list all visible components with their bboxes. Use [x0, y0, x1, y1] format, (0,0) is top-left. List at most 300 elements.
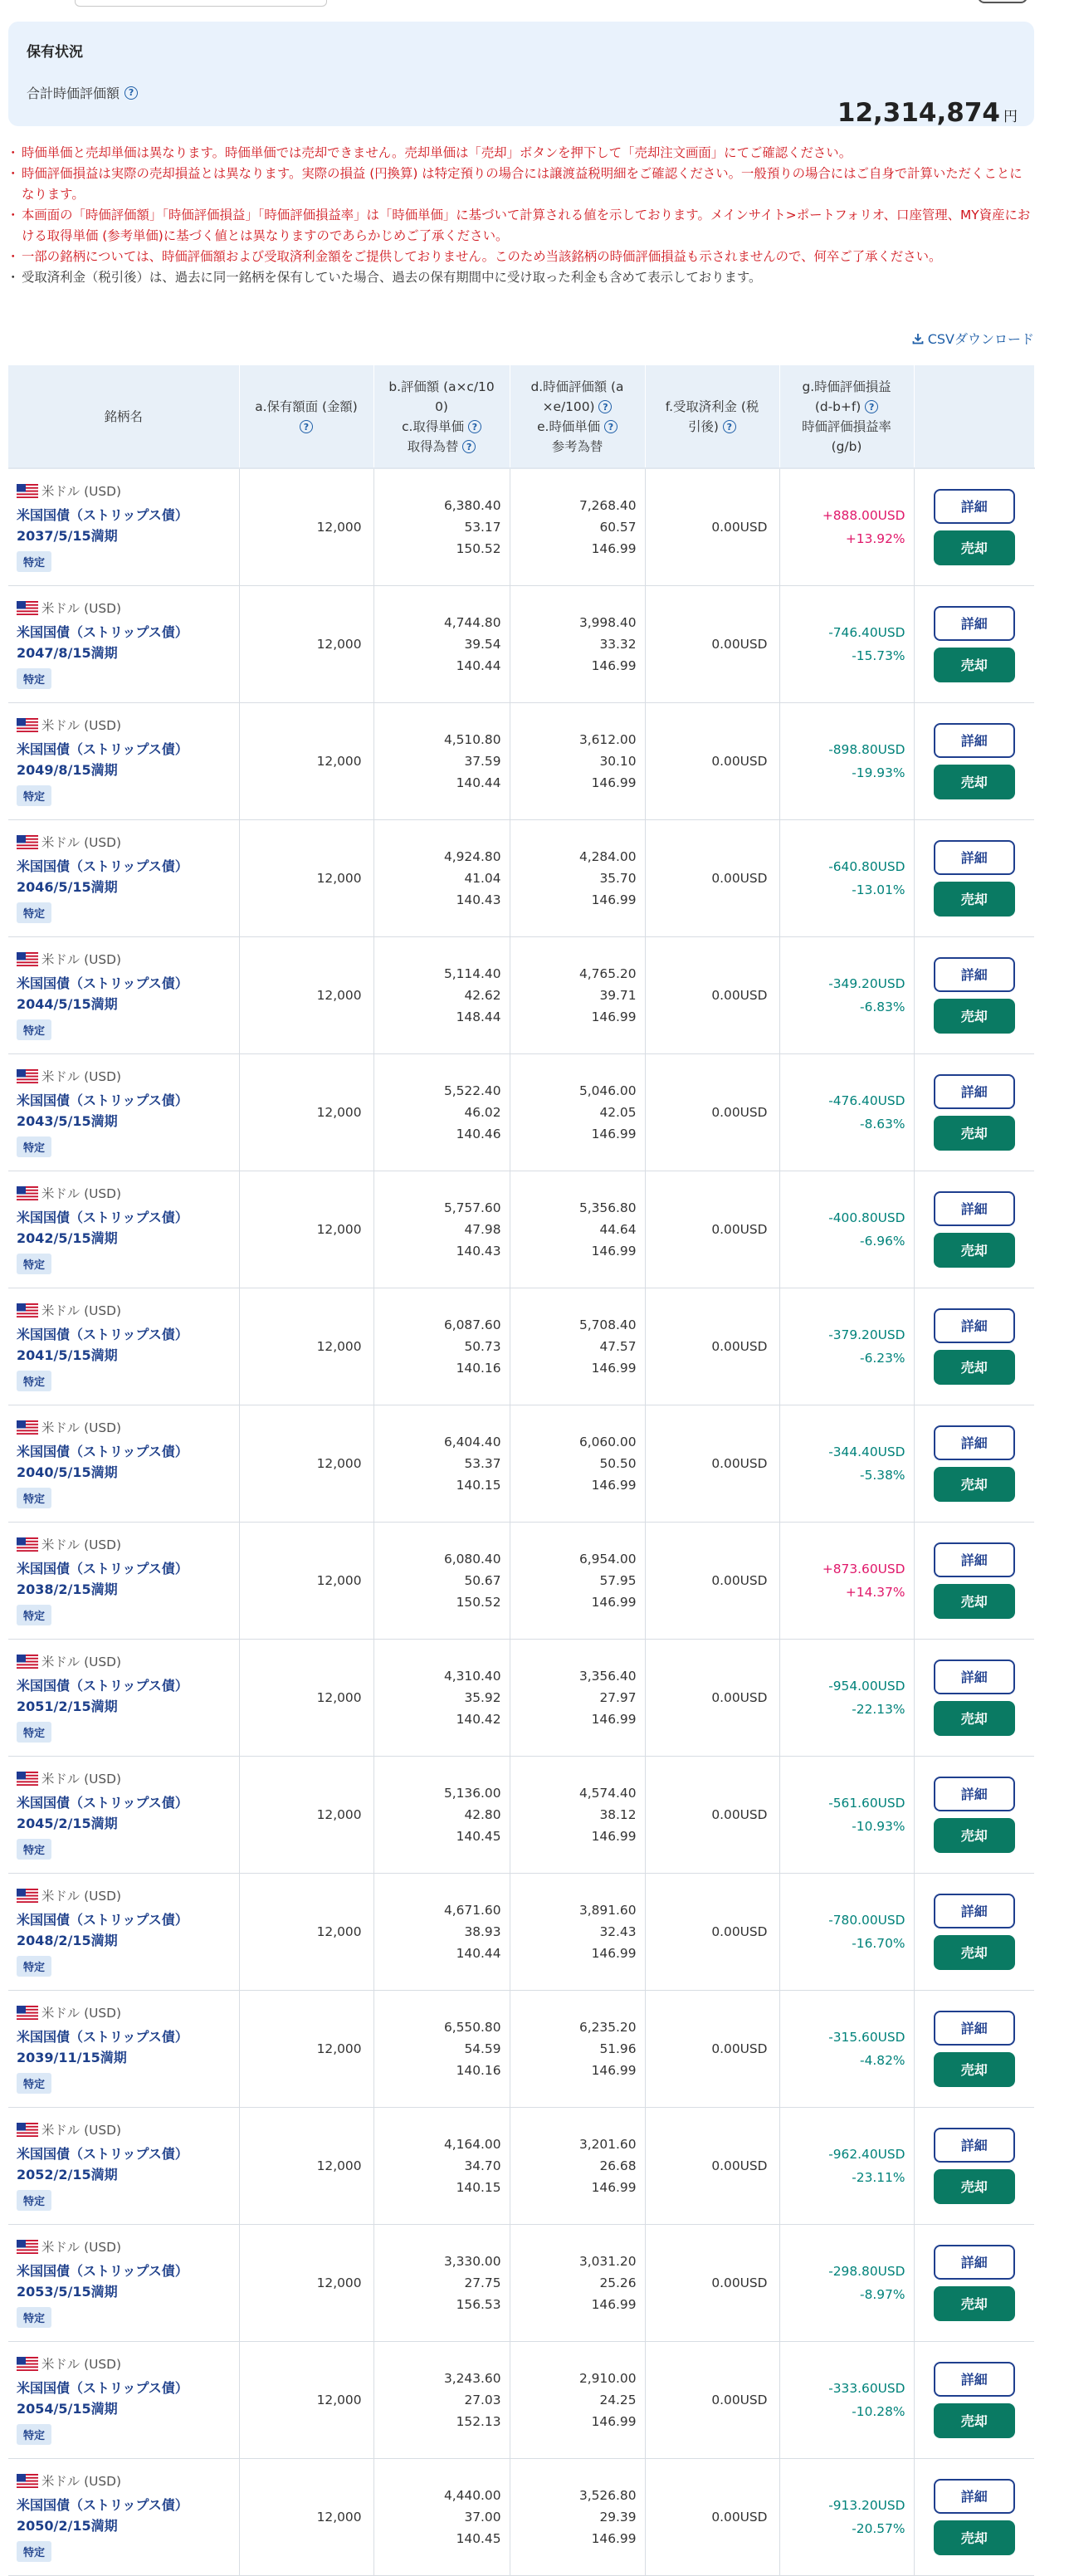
account-type-badge: 特定	[17, 551, 51, 572]
currency-label: 米ドル (USD)	[41, 2474, 121, 2489]
table-row	[8, 1053, 1034, 1171]
valuation-cell	[373, 819, 510, 936]
table-row	[8, 819, 1034, 936]
bond-maturity: 2039/11/15満期	[17, 2050, 127, 2065]
bond-maturity: 2049/8/15満期	[17, 762, 118, 778]
actions-cell	[914, 819, 1034, 936]
reference-fx: 146.99	[591, 2530, 637, 2546]
bond-name[interactable]	[17, 1441, 239, 1483]
sell-button[interactable]: 売却	[934, 765, 1015, 799]
market-price: 44.64	[599, 1221, 637, 1237]
face-value: 12,000	[316, 1338, 362, 1354]
interest-received: 0.00USD	[711, 1806, 768, 1822]
acquisition-price: 41.04	[464, 870, 501, 886]
actions-cell	[914, 1053, 1034, 1171]
acquisition-fx: 150.52	[456, 540, 501, 556]
bond-name[interactable]	[17, 1558, 239, 1600]
valuation-value: 5,114.40	[443, 965, 501, 981]
reference-fx: 146.99	[591, 657, 637, 673]
sell-button[interactable]: 売却	[934, 1467, 1015, 1502]
gain-loss-value: -640.80USD	[828, 858, 905, 874]
detail-button[interactable]: 詳細	[934, 1659, 1015, 1694]
market-value: 4,284.00	[578, 848, 637, 864]
actions-cell	[914, 1873, 1034, 1990]
sell-button[interactable]: 売却	[934, 2403, 1015, 2438]
sell-button[interactable]: 売却	[934, 1584, 1015, 1619]
interest-received: 0.00USD	[711, 1572, 768, 1588]
currency-label: 米ドル (USD)	[41, 1186, 121, 1201]
table-row	[8, 585, 1034, 702]
gain-loss-rate: -10.28%	[852, 2403, 905, 2419]
header-g-line4: (g/b)	[831, 438, 862, 454]
bond-name-text: 米国国債（ストリップス債）	[17, 507, 188, 524]
detail-button[interactable]: 詳細	[934, 2245, 1015, 2280]
market-value-cell	[510, 936, 645, 1053]
market-value-cell	[510, 2107, 645, 2224]
bond-name-text: 米国国債（ストリップス債）	[17, 2146, 188, 2162]
table-row	[8, 2224, 1034, 2341]
detail-button[interactable]: 詳細	[934, 2479, 1015, 2514]
gain-loss-rate: -6.23%	[860, 1350, 905, 1366]
header-c-line2	[374, 437, 510, 457]
account-type-badge: 特定	[17, 1488, 51, 1508]
bond-name-text: 米国国債（ストリップス債）	[17, 2497, 188, 2513]
header-b-line1: b.評価額 (a×c/10	[388, 379, 495, 394]
face-value: 12,000	[316, 1221, 362, 1237]
interest-cell	[645, 1522, 779, 1639]
valuation-value: 5,136.00	[443, 1785, 501, 1801]
us-flag-icon	[17, 1537, 38, 1552]
bond-name[interactable]	[17, 856, 239, 897]
market-price: 29.39	[599, 2509, 637, 2525]
bond-name[interactable]	[17, 1792, 239, 1834]
interest-received: 0.00USD	[711, 1689, 768, 1705]
face-value: 12,000	[316, 2275, 362, 2290]
market-value-cell	[510, 1288, 645, 1405]
bond-name-text: 米国国債（ストリップス債）	[17, 2263, 188, 2279]
bond-name-text: 米国国債（ストリップス債）	[17, 858, 188, 874]
face-value-cell	[239, 1756, 373, 1873]
bond-name-cell	[8, 585, 239, 702]
detail-button[interactable]: 詳細	[934, 1074, 1015, 1109]
sell-button[interactable]: 売却	[934, 1350, 1015, 1385]
gain-loss-cell	[779, 585, 914, 702]
header-g-line2	[780, 397, 914, 417]
account-type-badge: 特定	[17, 1722, 51, 1743]
gain-loss-rate: -5.38%	[860, 1467, 905, 1483]
total-value-unit: 円	[1003, 109, 1018, 125]
currency	[17, 1301, 239, 1319]
market-value: 3,356.40	[578, 1668, 637, 1684]
gain-loss-rate: -6.96%	[860, 1233, 905, 1249]
face-value-cell	[239, 2458, 373, 2575]
us-flag-icon	[17, 1069, 38, 1083]
holdings-table	[8, 365, 1035, 2576]
currency	[17, 1067, 239, 1085]
gain-loss-cell	[779, 1639, 914, 1756]
currency	[17, 2354, 239, 2373]
face-value-cell	[239, 1288, 373, 1405]
face-value-cell	[239, 2224, 373, 2341]
currency	[17, 950, 239, 968]
detail-button[interactable]: 詳細	[934, 2011, 1015, 2046]
reference-fx: 146.99	[591, 1594, 637, 1610]
interest-cell	[645, 2224, 779, 2341]
header-f-line2	[646, 417, 779, 437]
acquisition-price: 27.03	[464, 2392, 501, 2407]
account-type-badge: 特定	[17, 785, 51, 806]
market-value: 3,891.60	[578, 1902, 637, 1918]
us-flag-icon	[17, 1772, 38, 1786]
bond-name[interactable]	[17, 622, 239, 663]
sell-button[interactable]: 売却	[934, 2520, 1015, 2555]
detail-button[interactable]: 詳細	[934, 957, 1015, 992]
reference-fx: 146.99	[591, 1243, 637, 1259]
holdings-table-body	[8, 468, 1034, 2575]
help-icon[interactable]: ?	[604, 420, 617, 433]
gain-loss-rate: -19.93%	[852, 765, 905, 780]
bond-name-text: 米国国債（ストリップス債）	[17, 1210, 188, 1225]
interest-cell	[645, 1639, 779, 1756]
csv-download-label: CSVダウンロード	[927, 331, 1034, 347]
valuation-cell	[373, 2341, 510, 2458]
currency-label: 米ドル (USD)	[41, 1772, 121, 1787]
sell-button[interactable]: 売却	[934, 530, 1015, 565]
help-icon[interactable]: ?	[124, 86, 138, 100]
face-value: 12,000	[316, 753, 362, 769]
detail-button[interactable]: 詳細	[934, 1777, 1015, 1811]
market-value-cell	[510, 702, 645, 819]
total-value-amount: 12,314,874	[837, 98, 1000, 128]
reference-fx: 146.99	[591, 1711, 637, 1727]
us-flag-icon	[17, 1186, 38, 1200]
market-value-cell	[510, 1405, 645, 1522]
help-icon[interactable]: ?	[865, 400, 878, 413]
actions-cell	[914, 1288, 1034, 1405]
market-value: 2,910.00	[578, 2370, 637, 2386]
acquisition-fx: 148.44	[456, 1009, 501, 1024]
holdings-summary	[8, 22, 1034, 126]
face-value-cell	[239, 468, 373, 585]
total-value-label-text: 合計時価評価額	[27, 86, 120, 101]
gain-loss-rate: -23.11%	[852, 2169, 905, 2185]
currency-label: 米ドル (USD)	[41, 484, 121, 500]
us-flag-icon	[17, 2006, 38, 2020]
bond-maturity: 2037/5/15満期	[17, 528, 118, 545]
header-b-line2: 0)	[435, 398, 448, 414]
reference-fx: 146.99	[591, 1360, 637, 1376]
interest-cell	[645, 819, 779, 936]
table-row	[8, 1288, 1034, 1405]
account-type-badge: 特定	[17, 1605, 51, 1625]
header-g-line1: g.時価評価損益	[802, 379, 891, 394]
actions-cell	[914, 1639, 1034, 1756]
acquisition-price: 53.37	[464, 1455, 501, 1471]
actions-cell	[914, 585, 1034, 702]
header-name-label: 銘柄名	[104, 408, 143, 424]
us-flag-icon	[17, 1303, 38, 1317]
acquisition-fx: 140.44	[456, 1945, 501, 1961]
bond-name-cell	[8, 1053, 239, 1171]
acquisition-price: 37.00	[464, 2509, 501, 2525]
market-value: 6,954.00	[578, 1551, 637, 1567]
face-value-cell	[239, 1639, 373, 1756]
account-type-badge: 特定	[17, 2307, 51, 2328]
valuation-cell	[373, 1288, 510, 1405]
gain-loss-cell	[779, 936, 914, 1053]
sell-button[interactable]: 売却	[934, 2052, 1015, 2087]
acquisition-fx: 140.45	[456, 1828, 501, 1844]
valuation-value: 4,164.00	[443, 2136, 501, 2152]
acquisition-fx: 152.13	[456, 2413, 501, 2429]
sell-button[interactable]: 売却	[934, 2169, 1015, 2204]
sell-button[interactable]: 売却	[934, 882, 1015, 917]
market-value-cell	[510, 1990, 645, 2107]
face-value-cell	[239, 2341, 373, 2458]
face-value: 12,000	[316, 1689, 362, 1705]
bond-name[interactable]	[17, 739, 239, 780]
us-flag-icon	[17, 952, 38, 966]
market-price: 24.25	[599, 2392, 637, 2407]
detail-button[interactable]: 詳細	[934, 1191, 1015, 1226]
bond-name[interactable]	[17, 1324, 239, 1366]
currency-label: 米ドル (USD)	[41, 718, 121, 733]
gain-loss-rate: -4.82%	[860, 2052, 905, 2068]
currency-label: 米ドル (USD)	[41, 1889, 121, 1904]
us-flag-icon	[17, 835, 38, 849]
valuation-cell	[373, 2107, 510, 2224]
gain-loss-value: -400.80USD	[828, 1210, 905, 1225]
bond-name-cell	[8, 468, 239, 585]
gain-loss-cell	[779, 2341, 914, 2458]
notice-item: ・ 本画面の「時価評価額」「時価評価損益」「時価評価損益率」は「時価単価」に基づいて計算される値を示しております。メインサイト>ポートフォリオ、口座管理、MY資産における取得単価 (参考単価)に基づく値とは異なりますのであらかじめご了承ください。	[8, 205, 1034, 247]
bond-name[interactable]	[17, 1675, 239, 1717]
acquisition-fx: 140.42	[456, 1711, 501, 1727]
bond-name-cell	[8, 1990, 239, 2107]
bond-maturity: 2038/2/15満期	[17, 1581, 118, 1597]
valuation-cell	[373, 1639, 510, 1756]
header-c-line1	[374, 417, 510, 437]
market-value-cell	[510, 2224, 645, 2341]
detail-button[interactable]: 詳細	[934, 723, 1015, 758]
gain-loss-rate: -15.73%	[852, 648, 905, 663]
sell-button[interactable]: 売却	[934, 1116, 1015, 1151]
actions-cell	[914, 1405, 1034, 1522]
currency	[17, 1535, 239, 1553]
help-icon[interactable]: ?	[300, 420, 313, 433]
bond-name-text: 米国国債（ストリップス債）	[17, 2029, 188, 2045]
actions-cell	[914, 1171, 1034, 1288]
valuation-value: 6,087.60	[443, 1317, 501, 1332]
interest-cell	[645, 1873, 779, 1990]
header-e-line2: 参考為替	[551, 438, 603, 454]
gain-loss-cell	[779, 1873, 914, 1990]
market-value: 3,526.80	[578, 2487, 637, 2503]
face-value-cell	[239, 702, 373, 819]
help-icon[interactable]: ?	[468, 420, 481, 433]
bond-name[interactable]	[17, 1909, 239, 1951]
detail-button[interactable]: 詳細	[934, 1308, 1015, 1343]
detail-button[interactable]: 詳細	[934, 489, 1015, 524]
table-row	[8, 1522, 1034, 1639]
acquisition-price: 35.92	[464, 1689, 501, 1705]
detail-button[interactable]: 詳細	[934, 2362, 1015, 2397]
actions-cell	[914, 702, 1034, 819]
bond-name[interactable]	[17, 973, 239, 1014]
actions-cell	[914, 1756, 1034, 1873]
currency	[17, 2120, 239, 2139]
gain-loss-value: -913.20USD	[828, 2497, 905, 2513]
header-face-value	[239, 365, 373, 468]
bond-name[interactable]	[17, 1090, 239, 1132]
market-value-cell	[510, 1756, 645, 1873]
market-value-cell	[510, 1053, 645, 1171]
currency	[17, 2237, 239, 2256]
market-price: 32.43	[599, 1923, 637, 1939]
csv-download-link[interactable]	[911, 329, 1034, 348]
detail-button[interactable]: 詳細	[934, 840, 1015, 875]
gain-loss-value: -298.80USD	[828, 2263, 905, 2279]
table-row	[8, 936, 1034, 1053]
detail-button[interactable]: 詳細	[934, 1542, 1015, 1577]
market-value: 5,708.40	[578, 1317, 637, 1332]
notice-item: ・ 一部の銘柄については、時価評価額および受取済利金額をご提供しておりません。このため当該銘柄の時価評価損益も示されませんので、何卒ご了承ください。	[8, 247, 1034, 267]
valuation-cell	[373, 585, 510, 702]
detail-button[interactable]: 詳細	[934, 606, 1015, 641]
bond-name[interactable]	[17, 2495, 239, 2536]
interest-cell	[645, 1288, 779, 1405]
valuation-value: 4,310.40	[443, 1668, 501, 1684]
top-button[interactable]	[978, 0, 1028, 3]
market-value: 4,765.20	[578, 965, 637, 981]
sell-button[interactable]: 売却	[934, 2286, 1015, 2321]
top-select-input[interactable]	[75, 0, 327, 7]
valuation-cell	[373, 702, 510, 819]
acquisition-fx: 140.43	[456, 892, 501, 907]
table-row	[8, 1405, 1034, 1522]
bond-name[interactable]	[17, 2026, 239, 2068]
bond-maturity: 2053/5/15満期	[17, 2284, 118, 2300]
us-flag-icon	[17, 2474, 38, 2488]
bond-name-text: 米国国債（ストリップス債）	[17, 1678, 188, 1694]
bond-name[interactable]	[17, 2378, 239, 2419]
face-value-cell	[239, 1873, 373, 1990]
reference-fx: 146.99	[591, 2062, 637, 2078]
market-price: 47.57	[599, 1338, 637, 1354]
help-icon[interactable]: ?	[598, 400, 612, 413]
header-e-line1	[510, 417, 645, 437]
sell-button[interactable]: 売却	[934, 1233, 1015, 1268]
bond-name-cell	[8, 1171, 239, 1288]
us-flag-icon	[17, 1420, 38, 1435]
sell-button[interactable]: 売却	[934, 1935, 1015, 1970]
market-value-cell	[510, 468, 645, 585]
notice-item: ・ 時価評価損益は実際の売却損益とは異なります。実際の損益 (円換算) は特定預りの場合には譲渡益税明細をご確認ください。一般預りの場合にはご自身で計算いただくことになります。	[8, 164, 1034, 205]
help-icon[interactable]: ?	[723, 420, 736, 433]
currency-label: 米ドル (USD)	[41, 1655, 121, 1669]
interest-received: 0.00USD	[711, 2509, 768, 2525]
bond-name[interactable]	[17, 2261, 239, 2302]
market-value-cell	[510, 1522, 645, 1639]
interest-cell	[645, 2107, 779, 2224]
sell-button[interactable]: 売却	[934, 1701, 1015, 1736]
bond-name-cell	[8, 2107, 239, 2224]
valuation-value: 6,080.40	[443, 1551, 501, 1567]
acquisition-fx: 140.43	[456, 1243, 501, 1259]
notice-list	[8, 143, 1034, 288]
market-value-cell	[510, 585, 645, 702]
acquisition-fx: 150.52	[456, 1594, 501, 1610]
interest-cell	[645, 936, 779, 1053]
valuation-value: 5,757.60	[443, 1200, 501, 1215]
reference-fx: 146.99	[591, 540, 637, 556]
bond-name-cell	[8, 1522, 239, 1639]
acquisition-price: 50.67	[464, 1572, 501, 1588]
sell-button[interactable]: 売却	[934, 999, 1015, 1034]
sell-button[interactable]: 売却	[934, 648, 1015, 682]
total-value	[837, 98, 1018, 128]
interest-cell	[645, 468, 779, 585]
bond-name[interactable]	[17, 1207, 239, 1249]
face-value-cell	[239, 1171, 373, 1288]
interest-received: 0.00USD	[711, 1221, 768, 1237]
us-flag-icon	[17, 2123, 38, 2137]
bond-name-text: 米国国債（ストリップス債）	[17, 1327, 188, 1342]
reference-fx: 146.99	[591, 2179, 637, 2195]
gain-loss-rate: +13.92%	[845, 530, 905, 546]
currency-label: 米ドル (USD)	[41, 2123, 121, 2138]
bond-name-cell	[8, 1288, 239, 1405]
face-value-cell	[239, 936, 373, 1053]
valuation-cell	[373, 1405, 510, 1522]
currency-label: 米ドル (USD)	[41, 2240, 121, 2255]
detail-button[interactable]: 詳細	[934, 1425, 1015, 1460]
gain-loss-cell	[779, 1522, 914, 1639]
acquisition-price: 50.73	[464, 1338, 501, 1354]
account-type-badge: 特定	[17, 2424, 51, 2445]
acquisition-price: 53.17	[464, 519, 501, 535]
gain-loss-value: -780.00USD	[828, 1912, 905, 1928]
account-type-badge: 特定	[17, 2190, 51, 2211]
market-value: 5,356.80	[578, 1200, 637, 1215]
valuation-cell	[373, 1522, 510, 1639]
detail-button[interactable]: 詳細	[934, 1894, 1015, 1928]
bond-name-text: 米国国債（ストリップス債）	[17, 624, 188, 640]
bond-name[interactable]	[17, 2143, 239, 2185]
valuation-value: 5,522.40	[443, 1083, 501, 1098]
gain-loss-value: -898.80USD	[828, 741, 905, 757]
currency	[17, 599, 239, 617]
interest-cell	[645, 1053, 779, 1171]
interest-cell	[645, 585, 779, 702]
face-value-cell	[239, 1522, 373, 1639]
bond-name[interactable]	[17, 505, 239, 546]
sell-button[interactable]: 売却	[934, 1818, 1015, 1853]
help-icon[interactable]: ?	[462, 440, 476, 453]
header-f-line2-text: 引後)	[688, 418, 719, 434]
valuation-value: 4,671.60	[443, 1902, 501, 1918]
gain-loss-cell	[779, 1053, 914, 1171]
face-value: 12,000	[316, 2041, 362, 2056]
bond-maturity: 2045/2/15満期	[17, 1816, 118, 1831]
detail-button[interactable]: 詳細	[934, 2128, 1015, 2163]
header-g-line2-text: (d-b+f)	[814, 398, 862, 414]
total-value-label	[27, 83, 138, 102]
us-flag-icon	[17, 718, 38, 732]
market-price: 60.57	[599, 519, 637, 535]
market-value: 3,201.60	[578, 2136, 637, 2152]
gain-loss-value: -349.20USD	[828, 975, 905, 991]
